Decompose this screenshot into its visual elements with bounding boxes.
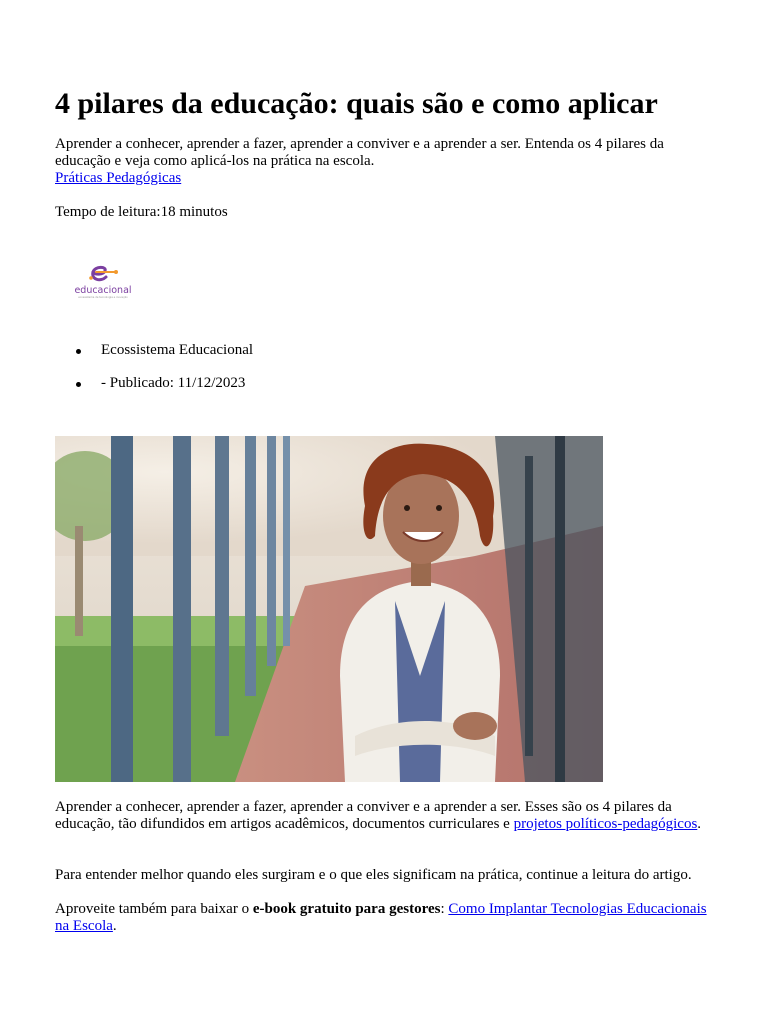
logo-tagline: ecossistema de tecnologia e inovação: [78, 296, 128, 299]
educacional-logo: [66, 262, 140, 302]
paragraph-intro: Aprender a conhecer, aprender a fazer, aprender a conviver e a aprender a ser. Esses são os 4 pilares da educação, tão difundidos em artigos acadêmicos, documentos curriculares e projetos políticos-pedagógicos.: [55, 799, 702, 832]
bullet-icon: [76, 349, 81, 354]
reading-time: Tempo de leitura:18 minutos: [55, 204, 228, 220]
meta-published: - Publicado: 11/12/2023: [55, 375, 253, 392]
ebook-link[interactable]: Como Implantar Tecnologias Educacionais na Escola: [55, 901, 707, 934]
category-link[interactable]: Práticas Pedagógicas: [55, 170, 182, 186]
paragraph-ebook: Aproveite também para baixar o e-book gratuito para gestores: Como Implantar Tecnologias Educacionais na Escola.: [55, 901, 707, 934]
article-summary: [55, 136, 715, 187]
article-meta-list: [55, 342, 253, 392]
logo-wordmark: educacional: [74, 285, 132, 296]
ebook-bold-text: e-book gratuito para gestores: [252, 901, 441, 917]
ppp-link[interactable]: projetos políticos-pedagógicos: [513, 816, 698, 832]
educacional-logo-icon: [66, 262, 140, 302]
paragraph-continue: Para entender melhor quando eles surgiram e o que eles significam na prática, continue a leitura do artigo.: [55, 867, 692, 883]
teacher-photo: [55, 436, 603, 782]
bullet-icon: [76, 382, 81, 387]
article-title: 4 pilares da educação: quais são e como aplicar: [55, 87, 658, 120]
summary-text: Aprender a conhecer, aprender a fazer, aprender a conviver e a aprender a ser. Entenda os 4 pilares da educação e veja como aplicá-los na prática na escola.: [55, 136, 664, 169]
teacher-photo-icon: [55, 436, 603, 782]
meta-author: Ecossistema Educacional: [55, 342, 253, 359]
